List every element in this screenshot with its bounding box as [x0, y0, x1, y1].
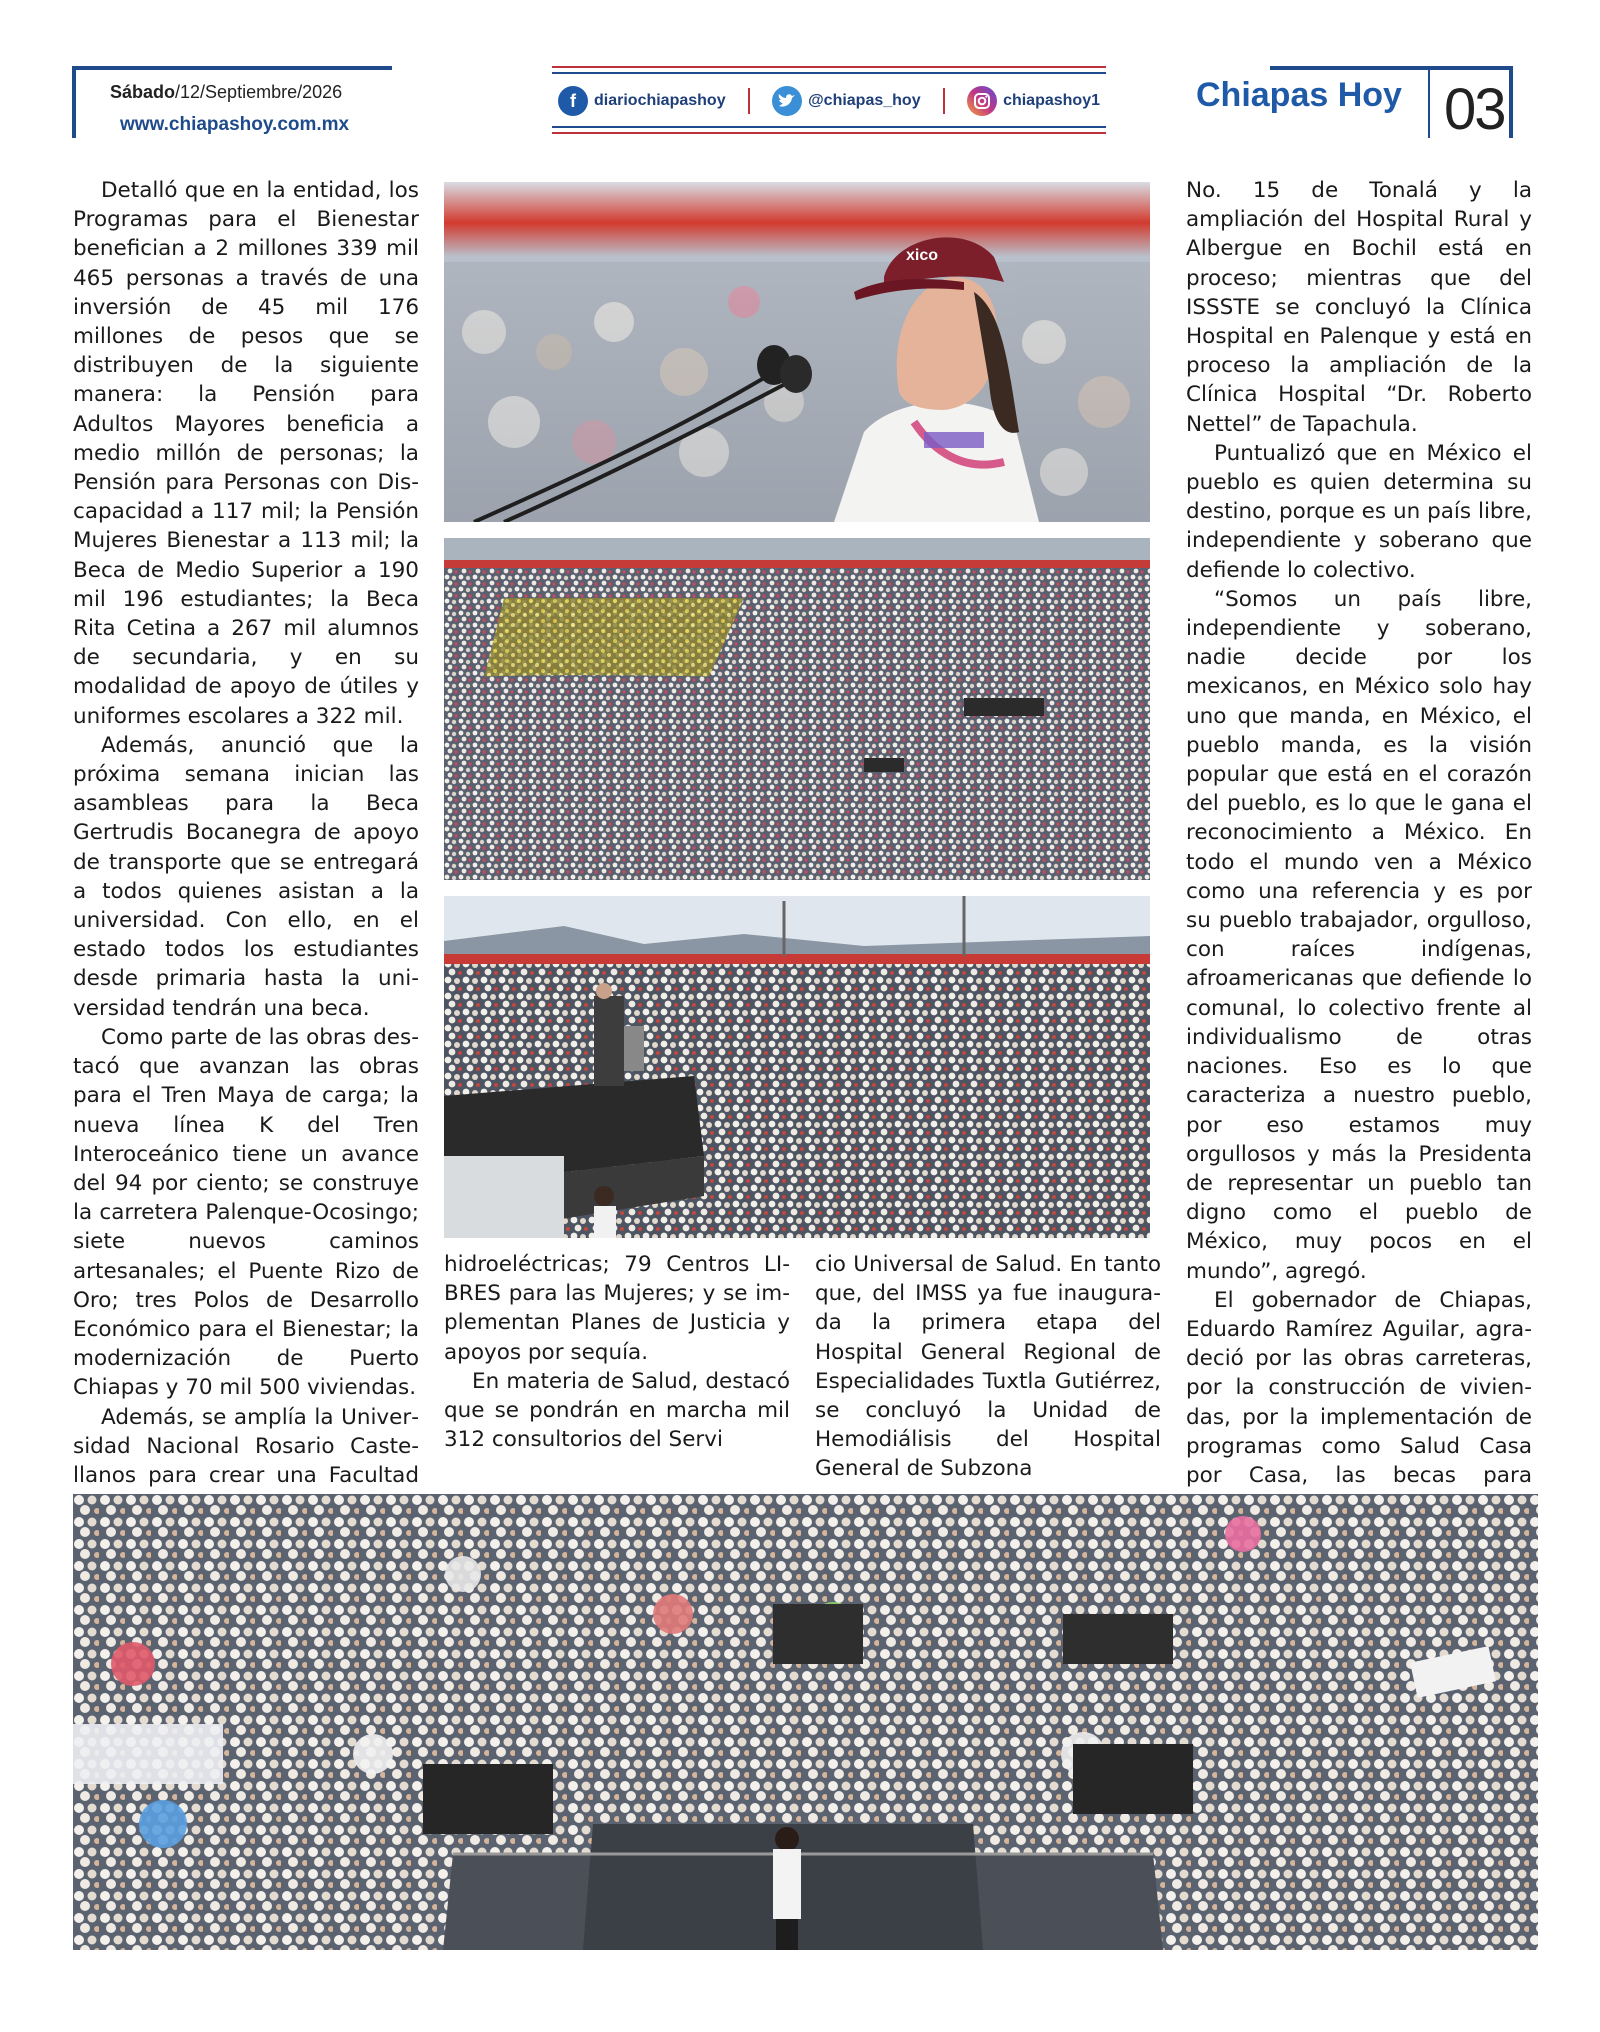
paragraph: No. 15 de Tonalá y la ampliación del Hospital Rural y Albergue en Bochil está en proceso; mientras que del ISSSTE se concluyó la Clínica Hospital en Palenque y está en proceso la ampliación de la Clínica Hospital “Dr. Roberto Nettel” de Tapachula.	[1186, 178, 1532, 437]
instagram-link[interactable]: chiapashoy1	[967, 86, 1100, 116]
paragraph: Como parte de las obras destacó que avanzan las obras para el Tren Maya de carga; la nueva línea K del Tren Interoceánico tiene un avance del 94 por ciento; se construye la carretera Palenque-Ocosingo; siete nuevos caminos artesanales; el Puente Rizo de Oro; tres Polos de Desarrollo Económico para el Bienestar; la modernización de Puerto Chiapas y 70 mil 500 viviendas.	[73, 1024, 419, 1401]
article-column-2	[444, 1250, 790, 1454]
instagram-icon	[967, 86, 997, 116]
facebook-link[interactable]: f diariochiapashoy	[558, 86, 726, 116]
paragraph: Detalló que en la entidad, los Programas para el Bienestar benefician a 2 millones 339 mil 465 personas a través de una inversión de 45 mil 176 millones de pesos que se distribuyen de la siguiente manera: la Pensión para Adultos Mayores beneficia a medio millón de personas; la Pensión para Personas con Discapacidad a 117 mil; la Pensión Mujeres Bienestar a 113 mil; la Beca de Medio Superior a 190 mil 196 estudiantes; la Beca Rita Cetina a 267 mil alumnos de secundaria, y en su modalidad de apoyo de útiles y uniformes escolares a 322 mil.	[73, 178, 419, 729]
twitter-link[interactable]: @chiapas_hoy	[772, 86, 921, 116]
stadium-crowd-photo	[444, 538, 1150, 880]
paragraph: En materia de Salud, destacó que se pondrán en marcha mil 312 consultorios del Servi	[444, 1368, 790, 1453]
paragraph: hidroeléctricas; 79 Centros LIBRES para las Mujeres; y se implementan Planes de Justicia y apoyos por sequía.	[444, 1252, 790, 1365]
twitter-icon	[772, 86, 802, 116]
aerial-crowd-photo	[73, 1494, 1538, 1950]
article-column-4	[1186, 176, 1532, 1578]
facebook-icon: f	[558, 86, 588, 116]
paragraph: El gobernador de Chiapas, Eduardo Ramírez Aguilar, agradeció por las obras carreteras, por la construcción de viviendas, por la implementación de programas como Salud Casa por Casa, las becas para	[1186, 1287, 1532, 1488]
website-link[interactable]: www.chiapashoy.com.mx	[120, 114, 350, 135]
header-date-block	[72, 66, 392, 138]
page-number: 03	[1444, 77, 1505, 142]
paragraph: “Somos un país libre, independiente y soberano, nadie decide por los mexicanos, en México solo hay uno que manda, en México, el pueblo manda, es la visión popular que está en el corazón del pueblo, es lo que le gana el reconocimiento a México. En todo el mundo ven a México como una referencia y es por su pueblo trabajador, orgulloso, con raíces indígenas, afroamericanas que defiende lo comunal, lo colectivo frente al individualismo de otras naciones. Eso es lo que caracteriza a nuestro pueblo, por eso estamos muy orgullosos y más la Presidenta de representar un pueblo tan digno como el pueblo de México, muy pocos en el mundo”, agregó.	[1186, 586, 1532, 1284]
paragraph: cio Universal de Salud. En tanto que, del IMSS ya fue inaugurada la primera etapa del Hospital General Regional de Especialidades Tuxtla Gutiérrez, se concluyó la Unidad de Hemodiálisis del Hospital General de Subzona	[815, 1252, 1161, 1482]
article-column-3	[815, 1250, 1161, 1484]
social-separator	[943, 88, 945, 114]
paragraph: Además, se amplía la Universidad Nacional Rosario Castellanos para crear una Facultad	[73, 1404, 419, 1488]
newspaper-name: Chiapas Hoy	[1196, 76, 1402, 114]
svg-text:xico: xico	[906, 247, 939, 264]
paragraph: Además, anunció que la próxima semana inician las asambleas para la Beca Gertrudis Bocanegra de apoyo de transporte que se entregará a todos quienes asistan a la universidad. Con ello, en el estado todos los estudiantes desde primaria hasta la universidad tendrán una beca.	[73, 732, 419, 1021]
stage-crowd-photo	[444, 896, 1150, 1238]
header-brand-block	[1196, 66, 1521, 140]
article-column-1	[73, 176, 419, 1549]
social-bar	[552, 66, 1106, 134]
paragraph: Puntualizó que en México el pueblo es quien determina su destino, porque es un país libre, independiente y soberano que defiende lo colectivo.	[1186, 440, 1532, 583]
issue-date: Sábado/12/Septiembre/2026	[110, 82, 343, 102]
speaker-photo	[444, 182, 1150, 522]
social-separator	[748, 88, 750, 114]
